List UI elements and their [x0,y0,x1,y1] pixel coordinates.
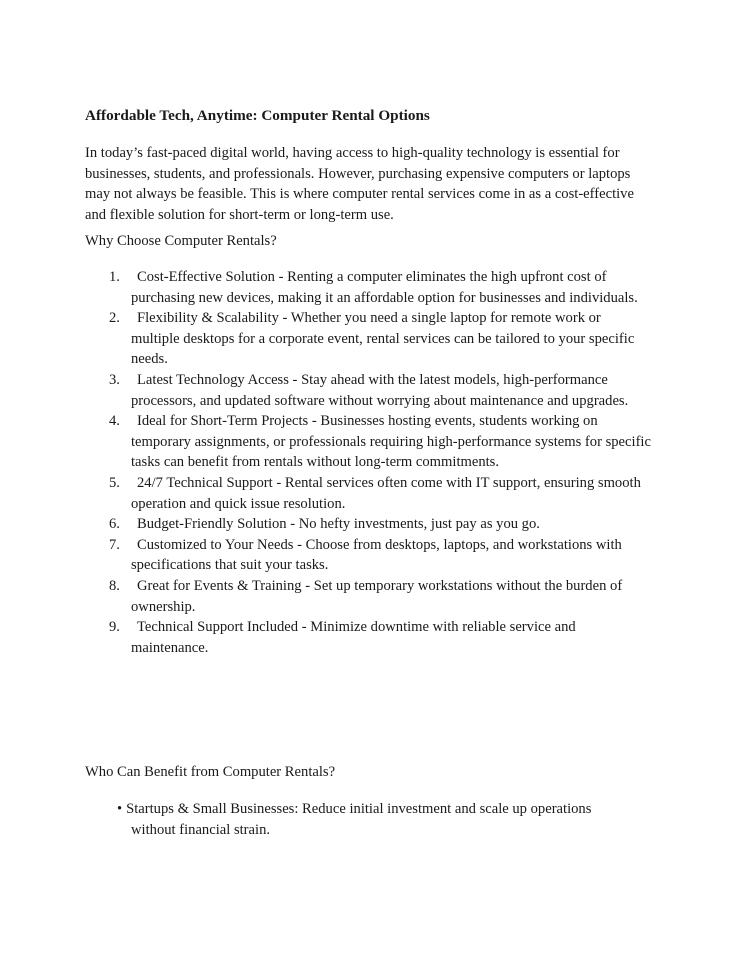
list-item [0,267,651,308]
reason-name: Customized to Your Needs [137,536,294,553]
benefits-list [0,799,741,840]
list-number: 1. [109,269,120,285]
list-number: 4. [109,413,120,430]
list-item [0,576,651,617]
list-number: 8. [109,577,120,594]
reason-name: Great for Events & Training [137,577,302,594]
reason-name: Cost-Effective Solution [137,269,275,285]
reason-text: - Businesses hosting events, students working on temporary assignments, or professionals requiring high-performance systems for specific tasks can benefit from rentals without long-term commitments. [131,413,651,471]
who-heading: Who Can Benefit from Computer Rentals? [85,764,336,780]
reason-name: Latest Technology Access [137,371,289,388]
list-item [0,799,631,840]
reason-name: Budget-Friendly Solution [137,516,287,533]
reason-text: - Rental services often come with IT support, ensuring smooth operation and quick issue resolution. [131,474,641,512]
list-number: 2. [109,310,120,327]
list-item [0,617,651,658]
list-number: 7. [109,536,120,553]
reason-text: - Minimize downtime with reliable service and maintenance. [131,619,576,656]
reason-name: Flexibility & Scalability [137,310,279,327]
document-title: Affordable Tech, Anytime: Computer Rental Options [85,107,430,124]
list-number: 5. [109,474,120,491]
reason-name: Technical Support Included [137,619,299,636]
reason-text: - Choose from desktops, laptops, and workstations with specifications that suit your tasks. [131,536,622,574]
list-number: 6. [109,516,120,533]
list-item [0,370,651,411]
benefit-text: Startups & Small Businesses: Reduce initial investment and scale up operations without financial strain. [126,801,592,838]
list-number: 9. [109,619,120,636]
bullet-icon: • [117,801,123,817]
list-item [0,535,651,576]
list-item [0,411,651,473]
reason-name: Ideal for Short-Term Projects [137,413,309,430]
reason-text: - No hefty investments, just pay as you go. [286,516,540,533]
list-item [0,514,651,535]
reason-text: - Renting a computer eliminates the high upfront cost of purchasing new devices, making it an affordable option for businesses and individuals. [131,269,638,306]
list-item [0,473,651,514]
why-heading: Why Choose Computer Rentals? [85,233,277,249]
reason-name: 24/7 Technical Support [137,474,273,491]
reason-text: - Whether you need a single laptop for remote work or multiple desktops for a corporate event, rental services can be tailored to your specific needs. [131,310,635,368]
list-number: 3. [109,371,120,388]
intro-paragraph: In today’s fast-paced digital world, having access to high-quality technology is essential for businesses, students, and professionals. However, purchasing expensive computers or laptops may not always be feasible. This is where computer rental services come in as a cost-effective and flexible solution for short-term or long-term use. [85,145,634,223]
reason-text: - Stay ahead with the latest models, high-performance processors, and updated software without worrying about maintenance and upgrades. [131,371,629,409]
reasons-list [0,267,741,658]
reason-text: - Set up temporary workstations without the burden of ownership. [131,577,623,615]
list-item [0,308,651,370]
